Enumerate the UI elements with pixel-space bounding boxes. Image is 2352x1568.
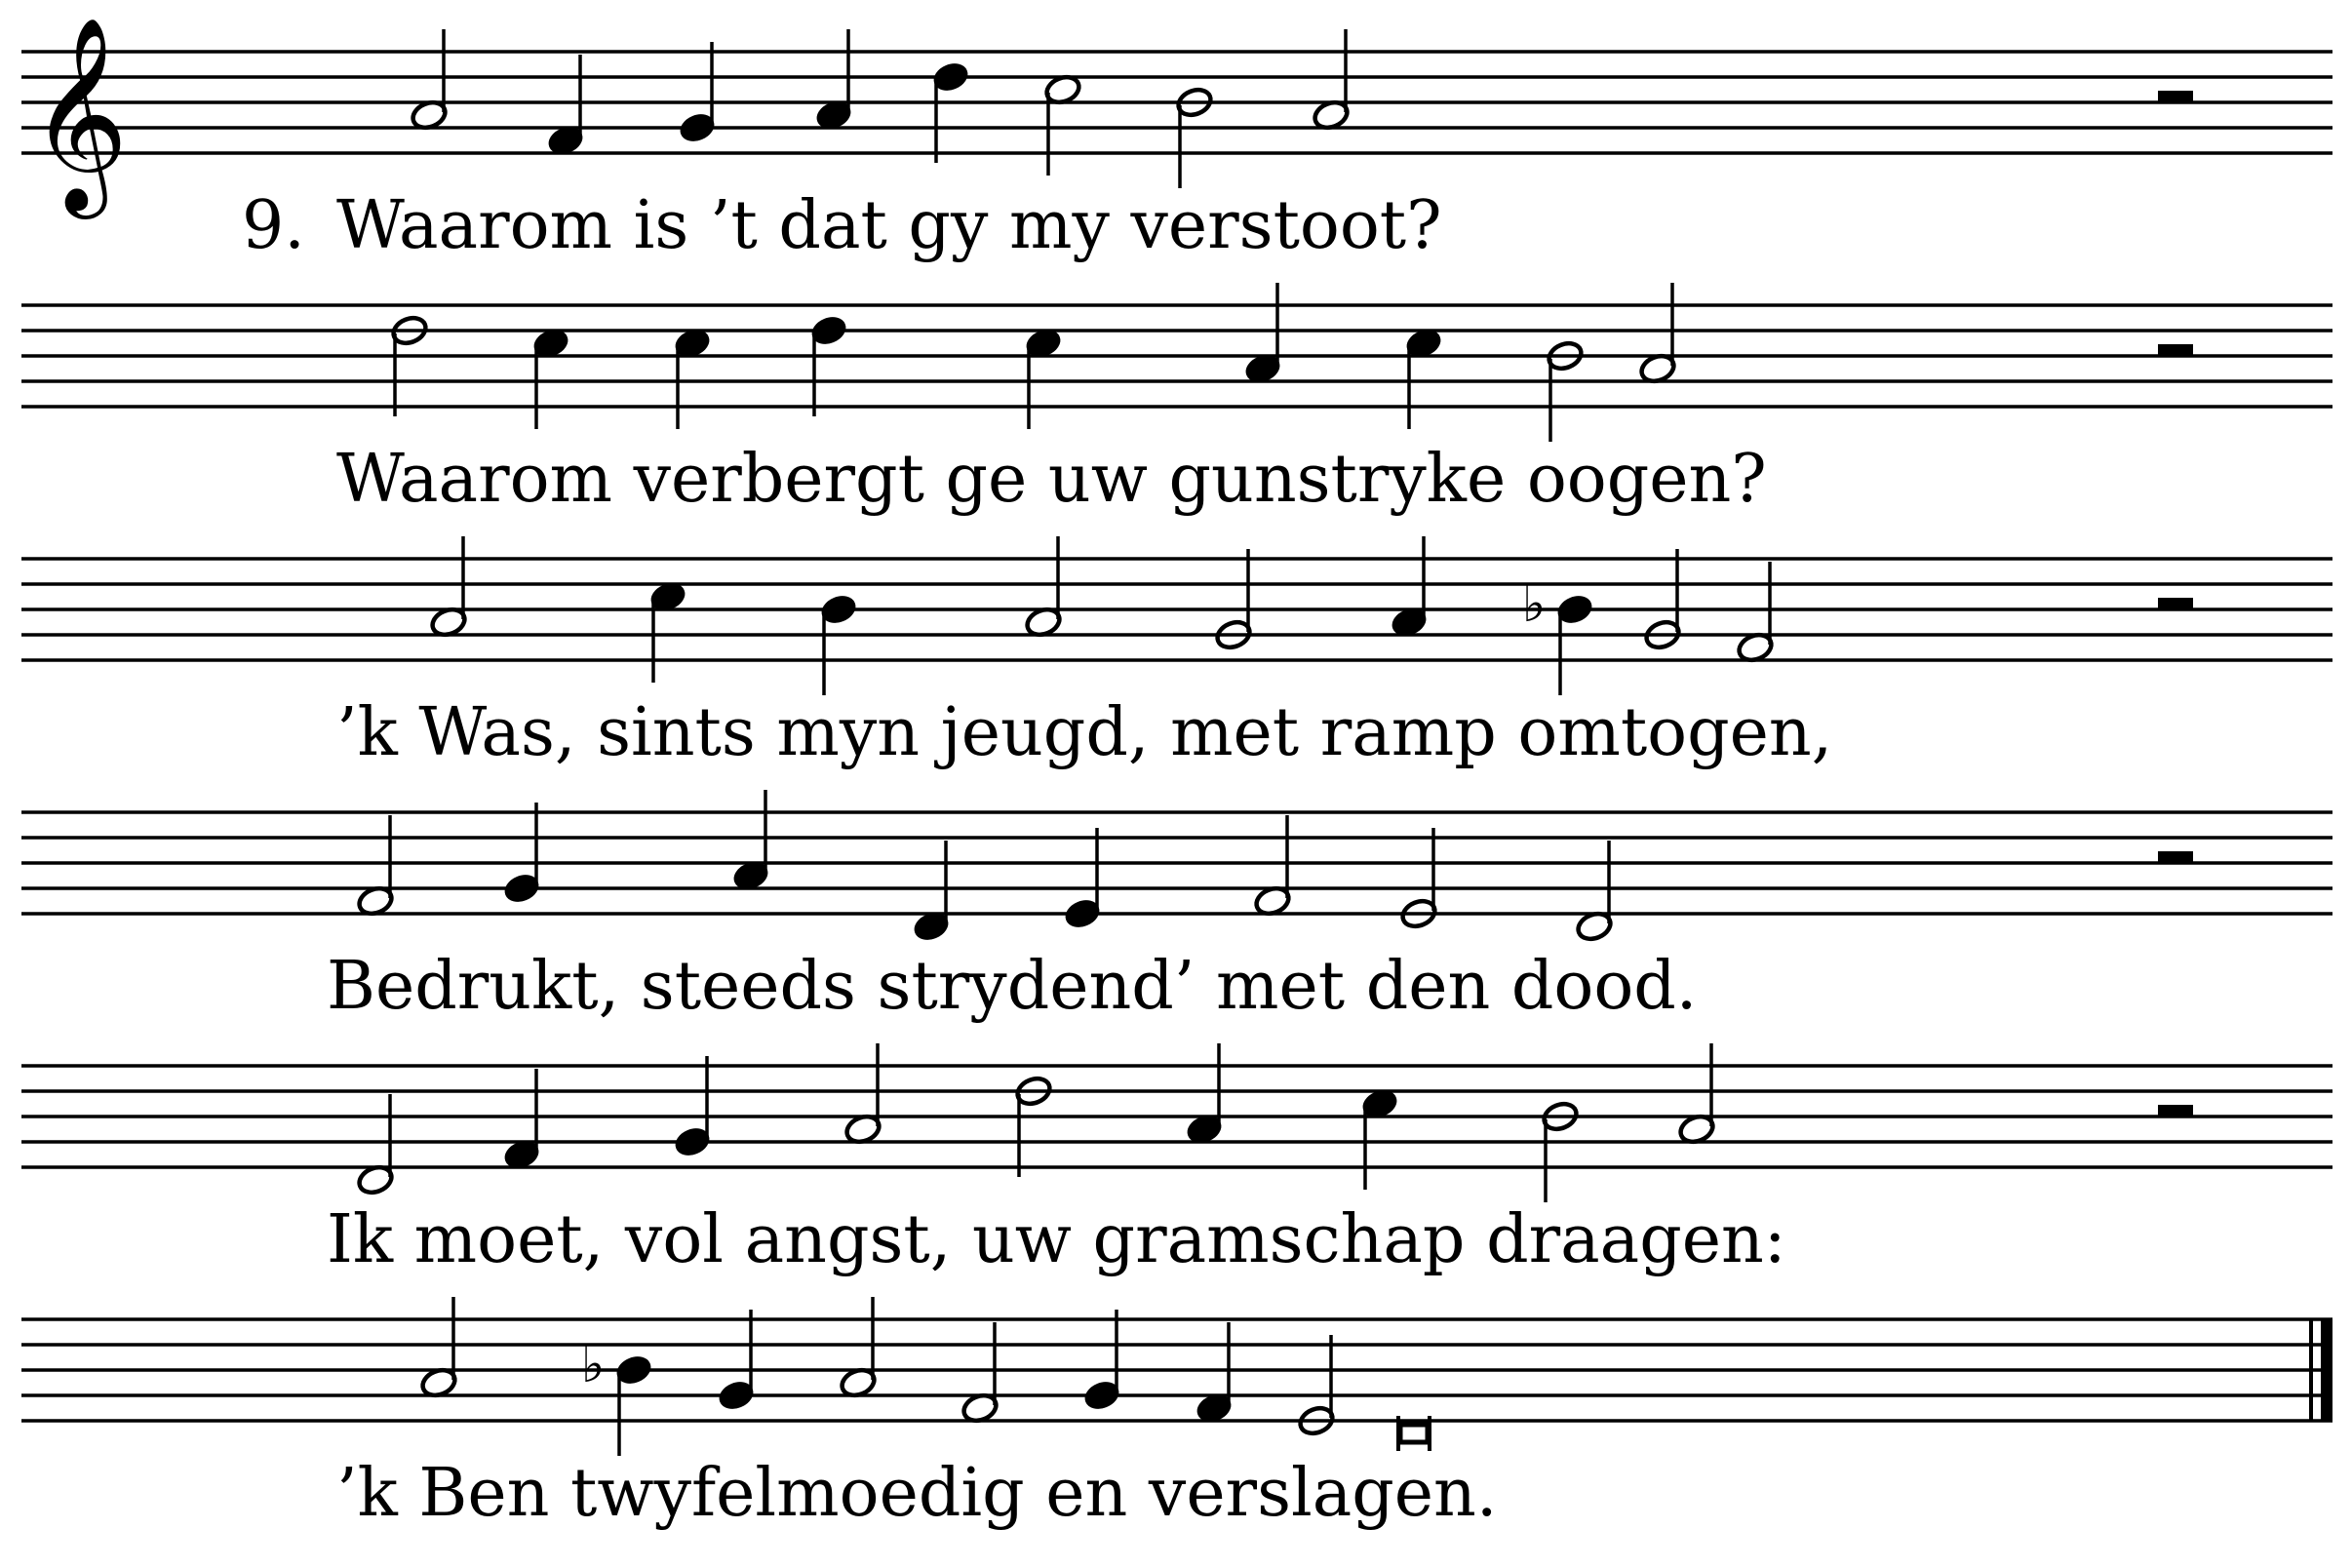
half-rest-icon (2158, 344, 2193, 356)
verse-number: 9. (242, 187, 305, 264)
lyric-line-2: Waarom verbergt ge uw gunstryke oogen? (336, 441, 1767, 518)
note (678, 42, 718, 144)
note (843, 1043, 883, 1146)
note (1677, 1043, 1717, 1146)
lyrics (242, 187, 1832, 1532)
note (1024, 327, 1064, 429)
note (819, 593, 859, 695)
half-rest-icon (2158, 598, 2193, 609)
note (356, 1094, 396, 1196)
note (502, 1069, 542, 1171)
half-rest-icon (2158, 91, 2193, 102)
lyric-line-3: ’k Was, sints myn jeugd, met ramp omtogen, (336, 694, 1833, 771)
lyric-line-5: Ik moet, vol angst, uw gramschap draagen: (327, 1201, 1786, 1278)
note (1185, 1043, 1225, 1146)
note (1312, 29, 1352, 132)
lyric-line-1: Waarom is ’t dat gy my verstoot? (336, 187, 1442, 264)
note (1575, 841, 1615, 943)
half-rest-icon (2158, 1105, 2193, 1117)
note (912, 841, 952, 943)
note (673, 327, 713, 429)
note (1024, 536, 1064, 639)
thick-barline (2321, 1319, 2332, 1421)
note (931, 60, 971, 163)
lyric-line-6: ’k Ben twyfelmoedig en verslagen. (336, 1455, 1498, 1532)
flat-sign-icon: ♭ (580, 1336, 606, 1394)
note (1736, 562, 1776, 664)
note (502, 803, 542, 905)
note (1243, 283, 1283, 385)
note (531, 327, 571, 429)
breve-notehead (1400, 1425, 1428, 1442)
note (356, 815, 396, 918)
note (410, 29, 450, 132)
note (1063, 828, 1103, 930)
note (1404, 327, 1444, 429)
staff-system-2 (21, 283, 2332, 442)
note (429, 536, 469, 639)
staff-system-5 (21, 1043, 2332, 1202)
staff-system-6 (21, 1297, 2332, 1456)
flat-sign-icon: ♭ (1521, 575, 1547, 634)
note (1043, 73, 1083, 176)
note (1082, 1310, 1122, 1412)
staff-system-4 (21, 790, 2332, 943)
note (1195, 1322, 1235, 1425)
note (960, 1322, 1000, 1425)
note (419, 1297, 459, 1399)
staff-system-3 (21, 536, 2332, 695)
note (809, 314, 849, 416)
note (839, 1297, 879, 1399)
half-rest-icon (2158, 851, 2193, 863)
note (546, 55, 586, 157)
note (1638, 283, 1678, 385)
note (1360, 1087, 1400, 1190)
note (717, 1310, 757, 1412)
treble-clef-icon: 𝄞 (29, 15, 129, 211)
note (648, 580, 688, 683)
note (1253, 815, 1293, 918)
note (814, 29, 854, 132)
note (673, 1056, 713, 1158)
note (731, 790, 771, 892)
lyric-line-4: Bedrukt, steeds strydend’ met den dood. (327, 948, 1698, 1025)
note (1390, 536, 1430, 639)
